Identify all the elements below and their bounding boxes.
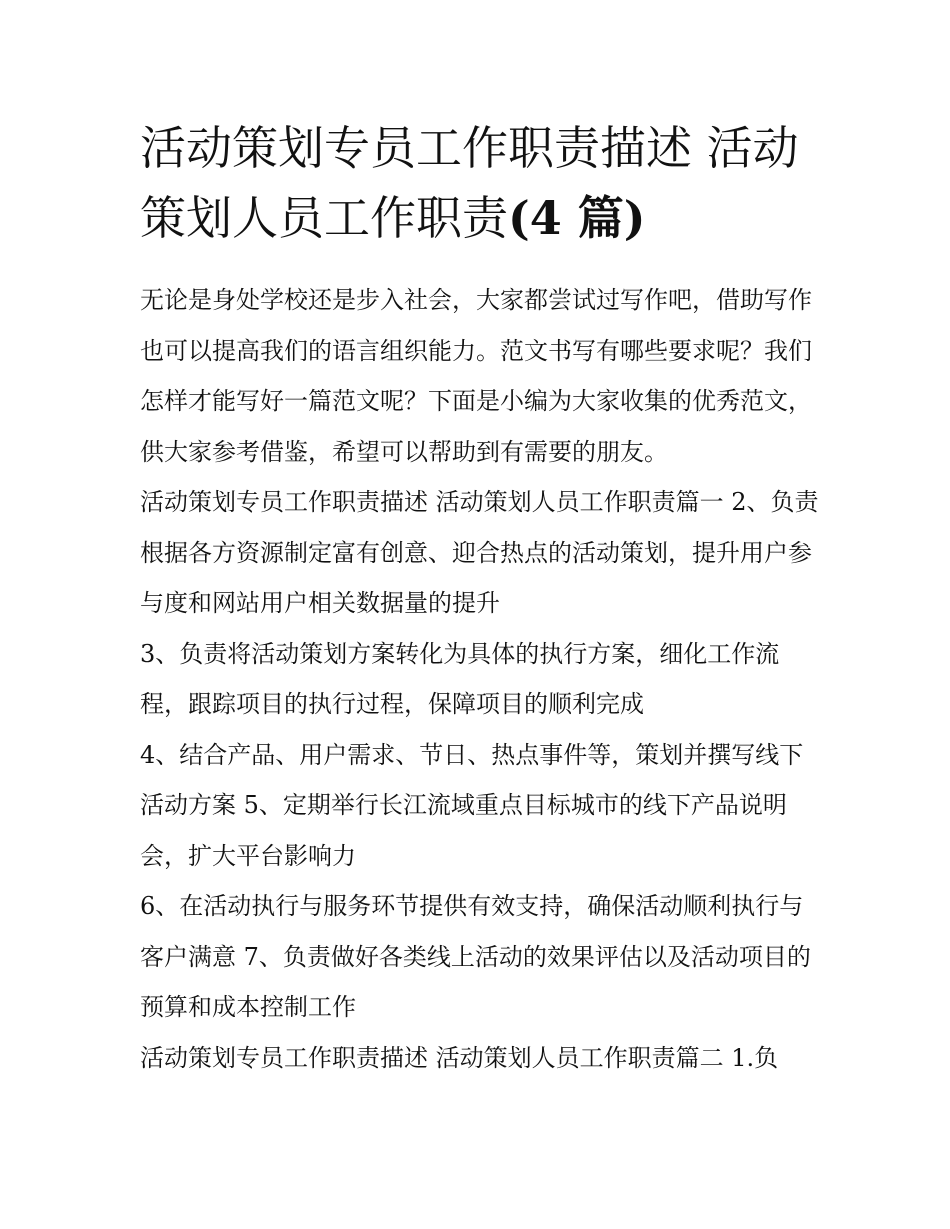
paragraph-intro: 无论是身处学校还是步入社会，大家都尝试过写作吧，借助写作也可以提高我们的语言组织能力。范文书写有哪些要求呢？我们怎样才能写好一篇范文呢？下面是小编为大家收集的优秀范文，供大家参考借鉴，希望可以帮助到有需要的朋友。	[140, 286, 812, 466]
document-title	[140, 113, 820, 253]
title-count: (4 篇)	[508, 191, 646, 245]
title-text: 活动策划专员工作职责描述 活动策划人员工作职责	[140, 121, 799, 245]
document-body	[140, 275, 820, 1083]
paragraph-item-4-5: 4、结合产品、用户需求、节日、热点事件等，策划并撰写线下活动方案 5、定期举行长江流域重点目标城市的线下产品说明会，扩大平台影响力	[140, 740, 804, 870]
paragraph-section-2: 活动策划专员工作职责描述 活动策划人员工作职责篇二 1.负	[140, 1043, 779, 1072]
paragraph-section-1: 活动策划专员工作职责描述 活动策划人员工作职责篇一 2、负责根据各方资源制定富有创意、迎合热点的活动策划，提升用户参与度和网站用户相关数据量的提升	[140, 488, 819, 617]
paragraph-item-3: 3、负责将活动策划方案转化为具体的执行方案，细化工作流程，跟踪项目的执行过程，保障项目的顺利完成	[140, 639, 780, 718]
paragraph-item-6-7: 6、在活动执行与服务环节提供有效支持，确保活动顺利执行与客户满意 7、负责做好各类线上活动的效果评估以及活动项目的预算和成本控制工作	[140, 892, 811, 1021]
